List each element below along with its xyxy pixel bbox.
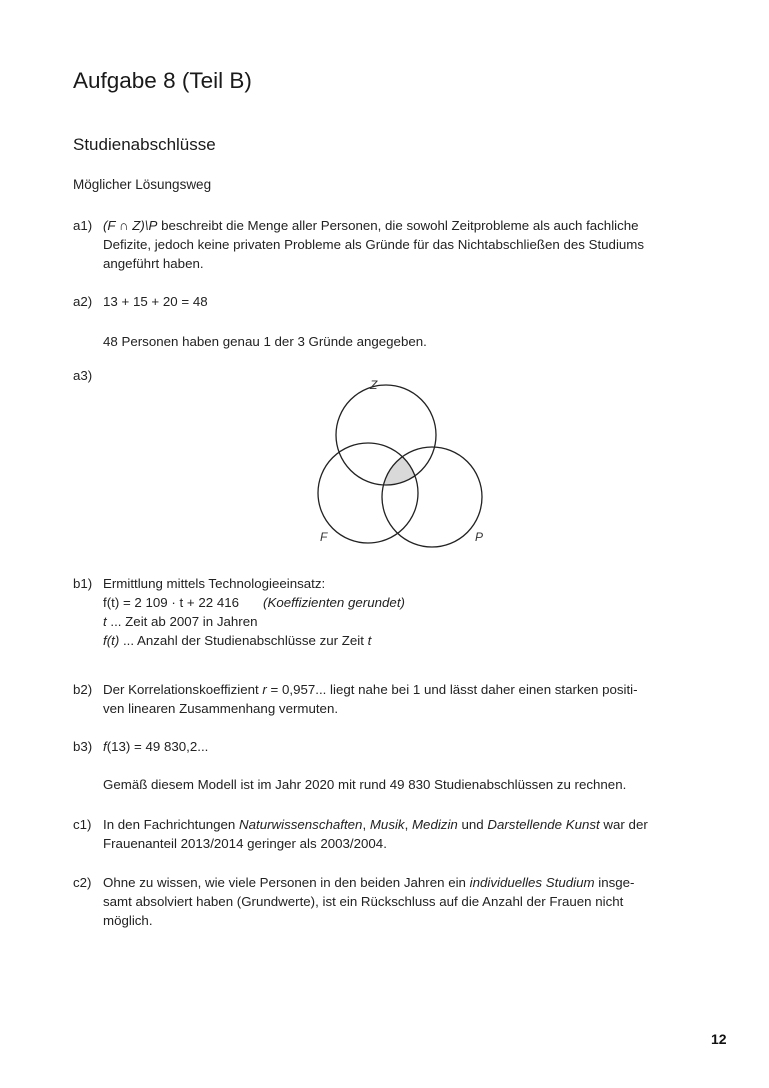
variable: r	[262, 682, 267, 697]
section-subtitle: Studienabschlüsse	[73, 135, 216, 154]
answer-line: möglich.	[103, 913, 153, 928]
variable: t	[367, 633, 372, 648]
answer-line	[103, 680, 703, 699]
answer-body	[103, 873, 703, 930]
page-title: Aufgabe 8 (Teil B)	[73, 68, 252, 93]
text-segment: und	[457, 817, 488, 832]
equation: 13 + 15 + 20 = 48	[103, 294, 208, 309]
answer-label: b2)	[73, 682, 93, 697]
variable-definition	[103, 612, 703, 631]
answer-line: angeführt haben.	[103, 256, 204, 271]
answer-label: c1)	[73, 817, 92, 832]
answer-label: b1)	[73, 576, 93, 591]
answer-line: ven linearen Zusammenhang vermuten.	[103, 701, 339, 716]
answer-line: Defizite, jedoch keine privaten Probleme als Gründe für das Nichtabschließen des Studiums	[103, 237, 645, 252]
answer-label: a1)	[73, 218, 93, 233]
answer-label: a3)	[73, 368, 93, 383]
page-number: 12	[711, 1031, 727, 1047]
answer-body	[103, 332, 703, 351]
text-segment: ,	[404, 817, 412, 832]
text-segment: = 0,957... liegt nahe bei 1 und lässt daher einen starken positi-	[266, 682, 638, 697]
equation	[103, 737, 703, 756]
solution-heading: Möglicher Lösungsweg	[73, 177, 212, 192]
answer-body	[103, 775, 703, 794]
set-expression: (F ∩ Z)\P	[103, 218, 158, 233]
text-segment: ,	[362, 817, 370, 832]
answer-label: a2)	[73, 294, 93, 309]
text-segment: insge-	[594, 875, 635, 890]
field-name: Musik	[369, 817, 405, 832]
set-f-circle	[318, 443, 418, 543]
set-label-z: Z	[370, 378, 378, 392]
variable: t	[103, 614, 107, 629]
set-z-circle	[336, 385, 436, 485]
function-expression: f(t) = 2 109 · t + 22 416	[103, 595, 240, 610]
field-name: Medizin	[411, 817, 458, 832]
text-segment: beschreibt die Menge aller Personen, die sowohl Zeitprobleme als auch fachliche	[157, 218, 639, 233]
answer-body	[103, 574, 703, 650]
set-label-p: P	[475, 530, 484, 544]
venn-diagram	[300, 375, 500, 550]
answer-label: c2)	[73, 875, 92, 890]
answer-line: Ermittlung mittels Technologieeinsatz:	[103, 576, 326, 591]
text-segment: Ohne zu wissen, wie viele Personen in den beiden Jahren ein	[103, 875, 470, 890]
text-segment: (13) = 49 830,2...	[106, 739, 209, 754]
set-p-circle	[382, 447, 482, 547]
field-name: Darstellende Kunst	[487, 817, 600, 832]
answer-line: 48 Personen haben genau 1 der 3 Gründe angegeben.	[103, 334, 427, 349]
answer-body	[103, 737, 703, 756]
answer-line: Frauenanteil 2013/2014 geringer als 2003/2004.	[103, 836, 387, 851]
answer-body	[103, 680, 703, 718]
answer-body	[103, 216, 703, 273]
answer-line	[103, 873, 703, 892]
variable: f	[103, 739, 107, 754]
text-segment: ... Anzahl der Studienabschlüsse zur Zeit	[119, 633, 368, 648]
regression-function	[103, 593, 703, 612]
answer-line: Gemäß diesem Modell ist im Jahr 2020 mit rund 49 830 Studienabschlüssen zu rechnen.	[103, 777, 627, 792]
answer-body	[103, 815, 703, 853]
answer-line	[103, 216, 703, 235]
answer-body	[103, 292, 703, 311]
field-name: individuelles Studium	[469, 875, 595, 890]
variable: f(t)	[103, 633, 120, 648]
text-segment: ... Zeit ab 2007 in Jahren	[106, 614, 258, 629]
variable-definition	[103, 631, 703, 650]
field-name: Naturwissenschaften	[239, 817, 363, 832]
answer-line: samt absolviert haben (Grundwerte), ist ein Rückschluss auf die Anzahl der Frauen nicht	[103, 894, 624, 909]
text-segment: Der Korrelationskoeffizient	[103, 682, 263, 697]
text-segment: In den Fachrichtungen	[103, 817, 240, 832]
text-segment: war der	[599, 817, 648, 832]
set-label-f: F	[320, 530, 328, 544]
function-note: (Koeffizienten gerundet)	[263, 595, 405, 610]
answer-label: b3)	[73, 739, 93, 754]
answer-line	[103, 815, 703, 834]
